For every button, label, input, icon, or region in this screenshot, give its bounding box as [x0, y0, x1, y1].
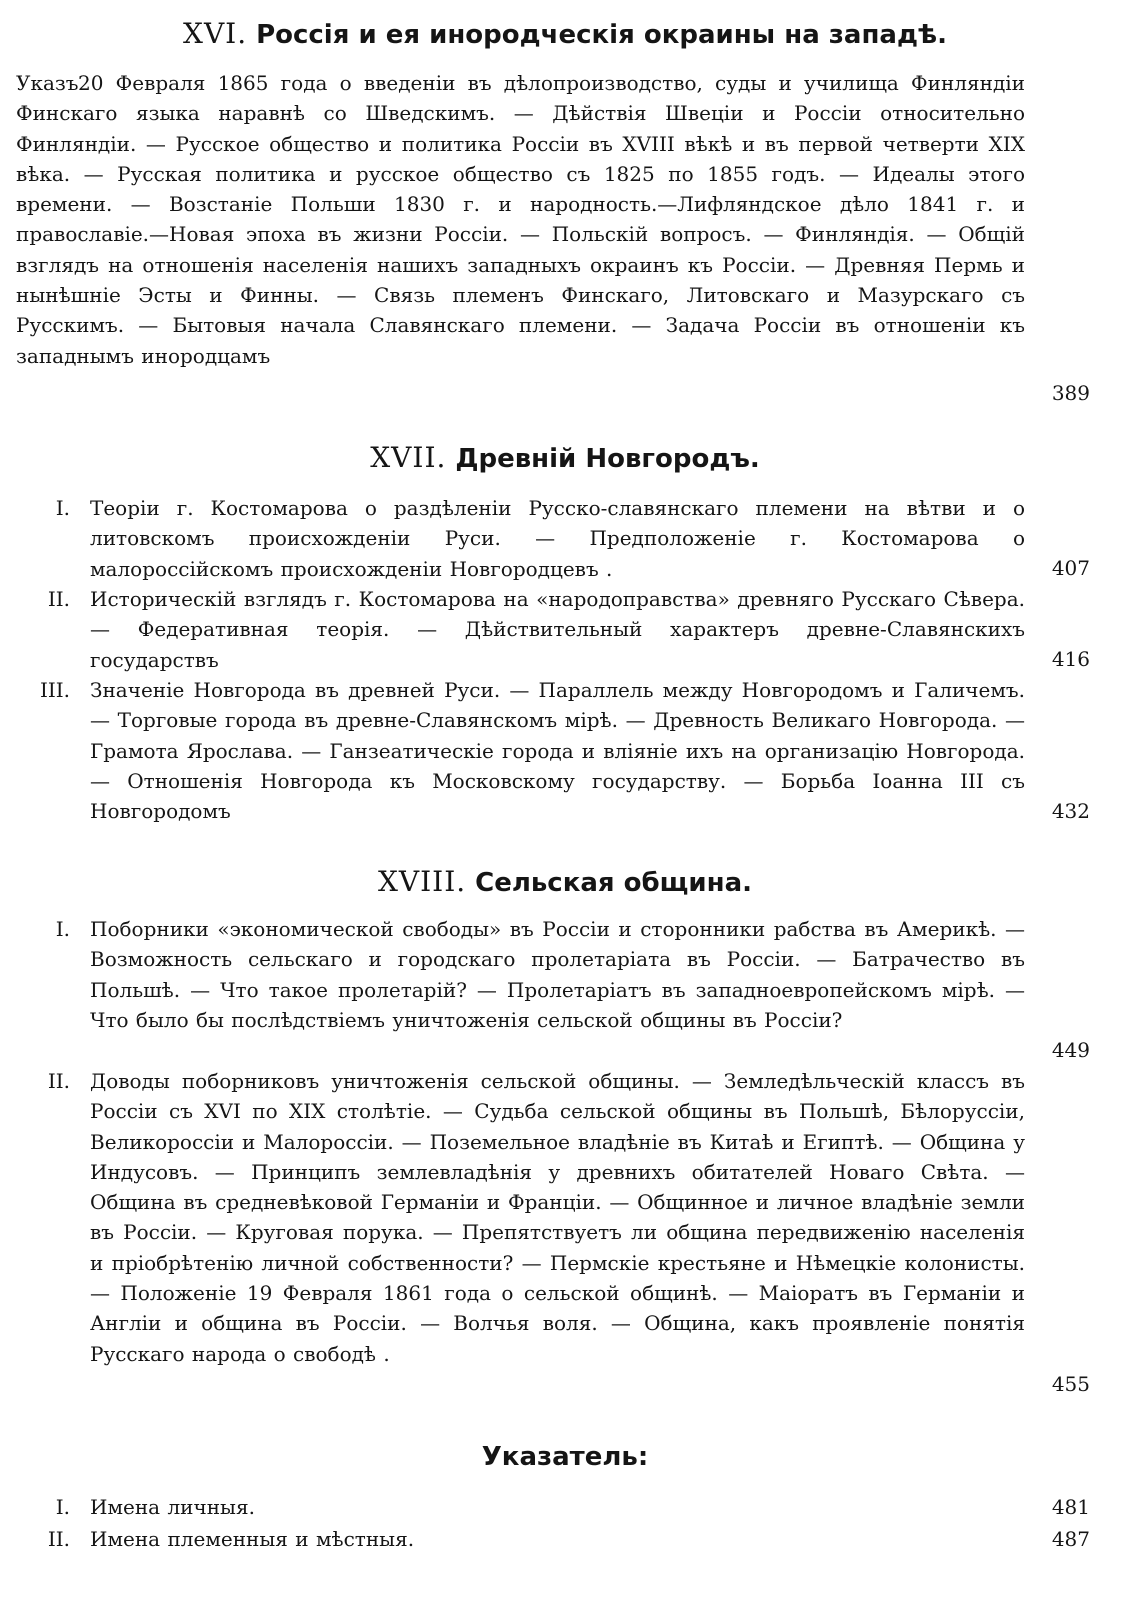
section-title: Россія и ея инородческія окраины на западѣ. — [256, 20, 947, 50]
section-numeral: XVIII. — [377, 865, 467, 898]
index-title: Указатель: — [481, 1442, 649, 1472]
entry-page-number: 487 — [1051, 1527, 1090, 1551]
entry-label: II. — [47, 587, 70, 611]
entry-label: Указъ — [16, 71, 79, 95]
entry-page-number: 455 — [1051, 1372, 1090, 1396]
entry-label: I. — [55, 917, 70, 941]
section-numeral: XVI. — [183, 17, 248, 50]
entry-label: I. — [55, 1495, 70, 1519]
entry-page-number: 416 — [1051, 647, 1090, 671]
section-heading-xvii — [0, 440, 1130, 477]
entry-page-number: 407 — [1051, 556, 1090, 580]
section-numeral: XVII. — [370, 441, 447, 474]
entry-label: II. — [47, 1069, 70, 1093]
section-title: Древній Новгородъ. — [455, 444, 760, 474]
entry-label: III. — [39, 678, 70, 702]
entry-text: 20 Февраля 1865 года о введеніи въ дѣлопроизводство, суды и училища Финляндіи Финскаго языка наравнѣ со Шведскимъ. — Дѣйствія Швеціи и Россіи относительно Финляндіи. — Русское общество и политика Россіи въ XVIII вѣкѣ и въ первой четверти XIX вѣка. — Русская политика и русское общество съ 1825 по 1855 годъ. — Идеалы этого времени. — Возстаніе Польши 1830 г. и народность.—Лифляндское дѣло 1841 г. и православіе.—Новая эпоха въ жизни Россіи. — Польскій вопросъ. — Финляндія. — Общій взглядъ на отношенія населенія нашихъ западныхъ окраинъ къ Россіи. — Древняя Пермь и нынѣшніе Эсты и Финны. — Связь племенъ Финскаго, Литовскаго и Мазурскаго съ Русскимъ. — Бытовыя начала Славянскаго племени. — Задача Россіи въ отношеніи къ западнымъ инородцамъ — [16, 71, 1025, 368]
entry-label: II. — [47, 1527, 70, 1551]
entry-text: Имена личныя. — [90, 1495, 255, 1519]
entry-text: Доводы поборниковъ уничтоженія сельской общины. — Земледѣльческій классъ въ Россіи съ XVI по XIX столѣтіе. — Судьба сельской общины въ Польшѣ, Бѣлоруссіи, Великороссіи и Малороссіи. — Поземельное владѣніе въ Китаѣ и Египтѣ. — Община у Индусовъ. — Принципъ землевладѣнія у древнихъ обитателей Новаго Свѣта. — Община въ средневѣковой Германіи и Франціи. — Общинное и личное владѣніе земли въ Россіи. — Круговая порука. — Препятствуетъ ли община передвиженію населенія и пріобрѣтенію личной собственности? — Пермскіе крестьяне и Нѣмецкіе колонисты. — Положеніе 19 Февраля 1861 года о сельской общинѣ. — Маіоратъ въ Германіи и Англіи и община въ Россіи. — Волчья воля. — Община, какъ проявленіе понятія Русскаго народа о свободѣ . — [90, 1069, 1025, 1366]
entry-text: Теоріи г. Костомарова о раздѣленіи Русско-славянскаго племени на вѣтви и о литовскомъ происхожденіи Руси. — Предположеніе г. Костомарова о малороссійскомъ происхожденіи Новгородцевъ . — [90, 496, 1025, 581]
entry-page-number: 481 — [1051, 1495, 1090, 1519]
entry-page-number: 449 — [1051, 1038, 1090, 1062]
entry-text: Историческій взглядъ г. Костомарова на «народоправства» древняго Русскаго Сѣвера. — Федеративная теорія. — Дѣйствительный характеръ древне-Славянскихъ государствъ — [90, 587, 1025, 672]
entry-page-number: 432 — [1051, 799, 1090, 823]
section-heading-xviii — [0, 864, 1130, 901]
entry-text: Значеніе Новгорода въ древней Руси. — Параллель между Новгородомъ и Галичемъ. — Торговые города въ древне-Славянскомъ мірѣ. — Древность Великаго Новгорода. — Грамота Ярослава. — Ганзеатическіе города и вліяніе ихъ на организацію Новгорода. — Отношенія Новгорода къ Московскому государству. — Борьба Іоанна III съ Новгородомъ — [90, 678, 1025, 824]
section-heading-xvi — [0, 16, 1130, 53]
entry-page-number: 389 — [1051, 381, 1090, 405]
entry-label: I. — [55, 496, 70, 520]
index-heading — [0, 1438, 1130, 1475]
entry-text: Имена племенныя и мѣстныя. — [90, 1527, 415, 1551]
section-title: Сельская община. — [475, 868, 753, 898]
entry-text: Поборники «экономической свободы» въ Россіи и сторонники рабства въ Америкѣ. — Возможность сельскаго и городскаго пролетаріата въ Россіи. — Батрачество въ Польшѣ. — Что такое пролетарій? — Пролетаріатъ въ западноевропейскомъ мірѣ. — Что было бы послѣдствіемъ уничтоженія сельской общины въ Россіи? — [90, 917, 1025, 1032]
